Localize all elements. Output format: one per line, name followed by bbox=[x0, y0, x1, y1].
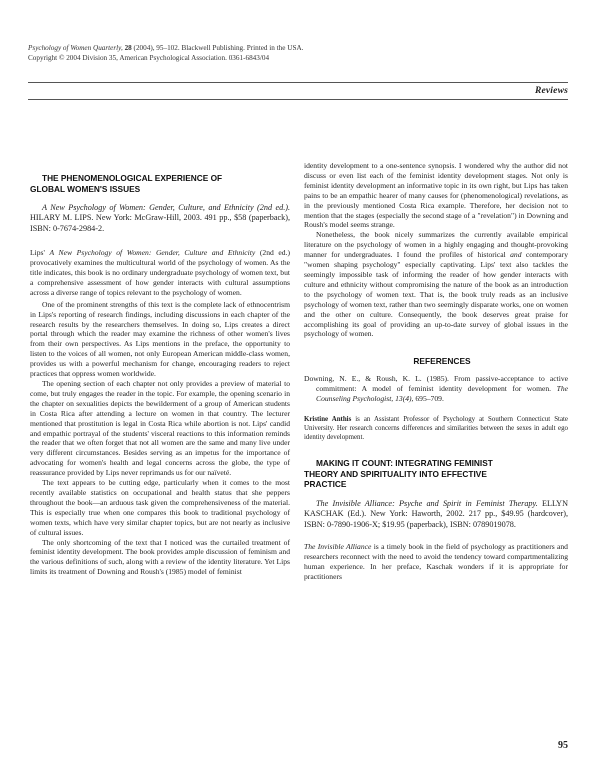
review1-citation bbox=[30, 203, 290, 234]
review2-paragraph-1 bbox=[304, 542, 568, 582]
review1-citation-details: HILARY M. LIPS. New York: McGraw-Hill, 2003. 491 pp., $58 (paperback), ISBN: 0-7674-2984-2. bbox=[30, 213, 290, 233]
review2-title-line3: PRACTICE bbox=[304, 479, 347, 490]
review1-book-title: A New Psychology of Women: Gender, Culture, and Ethnicity bbox=[42, 203, 254, 212]
copyright-line: Copyright © 2004 Division 35, American Psychological Association. 0361-6843/04 bbox=[28, 53, 270, 62]
review1-p1-text: (2nd ed.) provocatively examines the multicultural world of the psychology of women. As the title indicates, this book is no ordinary undergraduate psychology of women text, but a comprehensive assessment of how gender interacts with cultural assumptions across a diverse range of topics relevant to the psychology of women. bbox=[30, 248, 290, 297]
review2-book-title: The Invisible Alliance: Psyche and Spirit in Feminist Therapy. bbox=[316, 498, 538, 508]
review2-citation-details: ELLYN KASCHAK (Ed.). New York: Haworth, 2002. 217 pp., $49.95 (hardcover), ISBN: 0-7890-1906-X; $19.95 (paperback), ISBN: 0789019078. bbox=[304, 498, 568, 529]
journal-pubinfo: (2004), 95–102. Blackwell Publishing. Printed in the USA. bbox=[133, 44, 304, 52]
journal-header bbox=[28, 44, 568, 63]
review1-paragraph-2: One of the prominent strengths of this text is the complete lack of ethnocentrism in Lips's reporting of research findings, including discussions in each chapter of the research results by the researchers themselves. In doing so, Lips creates a direct portal through which the reader may examine the richness of other women's lives from their own perspectives. As Lips mentions in the preface, the opportunity to listen to the voices of all women, not only European American middle-class women, provides us with a powerful mechanism for change, encouraging readers to reject practices that oppress women worldwide. bbox=[30, 299, 290, 379]
author-bio-text: is an Assistant Professor of Psychology at Southern Connecticut State University. Her research concerns differences and similarities between the sexes in adult ego identity development. bbox=[304, 415, 568, 441]
review2-p1-title: The Invisible Alliance bbox=[304, 542, 372, 552]
review1-paragraph-1: Lips' A New Psychology of Women: Gender, Culture and Ethnicity (2nd ed.) provocatively examines the multicultural world of the psychology of women. As the title indicates, this book is no ordinary undergraduate psychology of women text, but a comprehensive assessment of how gender interacts with cultural assumptions across a diverse range of topics relevant to the psychology of women. bbox=[30, 248, 290, 297]
review1-p6-text-a: Nonetheless, the book nicely summarizes the currently available empirical literature on the psychology of women in a highly engaging and thought-provoking manner for undergraduates. I found the profiles of historical bbox=[304, 230, 568, 260]
reference-pages: 695–709. bbox=[415, 394, 444, 404]
journal-name: Psychology of Women Quarterly, bbox=[28, 44, 123, 52]
review1-title-line1: THE PHENOMENOLOGICAL EXPERIENCE OF bbox=[42, 173, 223, 183]
reference-text: Downing, N. E., & Roush, K. L. (1985). From passive-acceptance to active commitment: A model of feminist identity development for women. bbox=[304, 374, 568, 394]
review2-title bbox=[304, 458, 568, 490]
header-rule-top bbox=[28, 82, 568, 83]
section-label: Reviews bbox=[534, 86, 568, 96]
header-rule-bottom bbox=[28, 99, 568, 100]
author-name: Kristine Anthis bbox=[304, 415, 352, 423]
review1-p1-title: A New Psychology of Women: Gender, Culture and Ethnicity bbox=[49, 248, 256, 258]
journal-volume: 28 bbox=[124, 44, 132, 52]
review2-citation bbox=[304, 499, 568, 530]
review2-title-line2: THEORY AND SPIRITUALITY INTO EFFECTIVE bbox=[304, 468, 487, 479]
page-number: 95 bbox=[558, 740, 568, 751]
reference-journal: The Counseling Psychologist, 13(4), bbox=[316, 384, 568, 404]
right-column bbox=[304, 161, 568, 582]
header-line-1 bbox=[28, 44, 568, 54]
review1-paragraph-6 bbox=[304, 230, 568, 339]
review2-title-line1: MAKING IT COUNT: INTEGRATING FEMINIST bbox=[316, 458, 493, 469]
review1-p6-and: and bbox=[510, 250, 522, 260]
review1-paragraph-5: The only shortcoming of the text that I noticed was the curtailed treatment of feminist identity development. The book provides ample discussion of feminism and the various definitions of such, along with a review of the identity literature. Yet Lips limits its treatment of Downing and Roush's (1985) model of feminist bbox=[30, 537, 290, 577]
review1-title-line2: GLOBAL WOMEN'S ISSUES bbox=[30, 183, 141, 194]
references-heading: REFERENCES bbox=[413, 356, 471, 367]
author-bio bbox=[304, 416, 568, 442]
review1-p6-text-b: contemporary "women shaping psychology" especially captivating. Lips' text also tackles the seemingly impossible task of informing the reader of how gender interacts with culture and ethnicity without compromising the nature of the book as an introduction to the psychology of women text. That is, the book truly reads as an inclusive psychology of women text, rather than two seemingly disparate works, one on women and the other on culture. Consequently, the book deserves great praise for accomplishing its goal of providing an up-to-date survey of global issues in the psychology of women. bbox=[304, 250, 568, 339]
left-column bbox=[30, 173, 290, 577]
review1-title bbox=[30, 173, 290, 194]
review1-edition: (2nd ed.). bbox=[257, 203, 291, 212]
review1-paragraph-4: The text appears to be cutting edge, particularly when it comes to the most recently available statistics on occupational and health status that she peppers throughout the book—an arduous task given the comprehensiveness of the material. This is especially true when one compares this book to traditional psychology of women texts, which have very similar chapter topics, but are not nearly as inclusive of cultural issues. bbox=[30, 478, 290, 537]
review1-paragraph-3: The opening section of each chapter not only provides a preview of material to come, but truly engages the reader in the topic. For example, the opening scenario in the chapter on sexualities depicts the bewilderment of a group of American students in Costa Rica after attending a lecture on women in that country. The lecturer mentioned that prostitution is legal in Costa Rica while abortion is not. Lips' candid and empathic portrayal of the students' visceral reactions to this information reminds the reader that we often forget that not all women are the same and many live under very different circumstances. Besides serving as an impetus for the importance of advocating for women's health and legal concerns across the globe, the type of reassurance provided by Lips never reprimands us for our naïveté. bbox=[30, 379, 290, 478]
reference-entry bbox=[304, 374, 568, 404]
review2-p1-text: is a timely book in the field of psychology as practitioners and researchers reconnect with the need to avoid the tendency toward compartmentalizing human experience. In her preface, Kaschak wonders if it is appropriate for practitioners bbox=[304, 542, 568, 581]
review1-paragraph-5-continued: identity development to a one-sentence synopsis. I wondered why the author did not discuss or even list each of the feminist identity development stages. Not only is feminist identity development an informative topic in its own right, but Lips has taken pains to be an empathic hearer of many causes for (phenomenological) revelations, as in the previously mentioned Costa Rica example. Therefore, her decision not to mention that the stages (especially the second stage of a "revelation") in Downing and Roush's model seems strange. bbox=[304, 161, 568, 230]
